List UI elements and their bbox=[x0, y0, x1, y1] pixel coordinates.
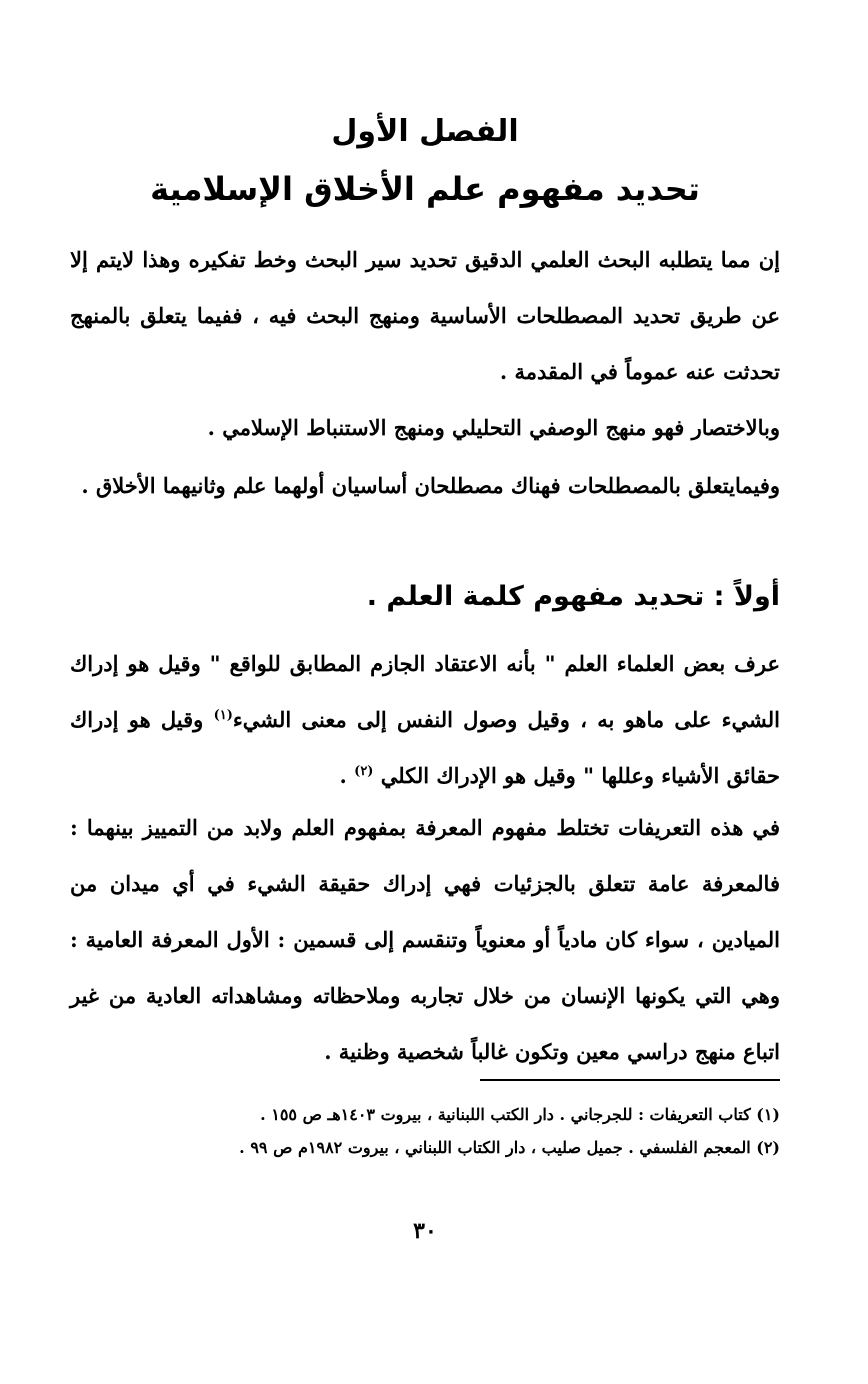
definitions-text-1: عرف بعض العلماء العلم " بأنه الاعتقاد الجازم المطابق للواقع " وقيل هو إدراك الشيء على ماهو به ، وقيل وصول النفس إلى معنى الشيء bbox=[70, 651, 780, 732]
footnotes bbox=[70, 1098, 780, 1164]
definitions-paragraph bbox=[70, 636, 780, 804]
document-page bbox=[70, 0, 780, 1384]
definitions-text-3: . bbox=[339, 763, 355, 788]
page-number: ٣٠ bbox=[413, 1218, 437, 1244]
chapter-subtitle: تحديد مفهوم علم الأخلاق الإسلامية bbox=[150, 170, 700, 208]
knowledge-paragraph: في هذه التعريفات تختلط مفهوم المعرفة بمفهوم العلم ولابد من التمييز بينهما : فالمعرفة عامة تتعلق بالجزئيات فهي إدراك حقيقة الشيء في أي ميدان من الميادين ، سواء كان مادياً أو معنوياً وتنقسم إلى قسمين : الأول المعرفة العامية : وهي التي يكونها الإنسان من خلال تجاربه وملاحظاته ومشاهداته العادية من غير اتباع منهج دراسي معين وتكون غالباً شخصية وظنية . bbox=[70, 815, 780, 1064]
footnote-ref-2: (٢) bbox=[354, 764, 374, 779]
method-paragraph: وبالاختصار فهو منهج الوصفي التحليلي ومنهج الاستنباط الإسلامي . bbox=[207, 415, 780, 440]
footnote-divider bbox=[480, 1079, 780, 1081]
terms-paragraph: وفيمايتعلق بالمصطلحات فهناك مصطلحان أساسيان أولهما علم وثانيهما الأخلاق . bbox=[81, 473, 780, 498]
intro-paragraph: إن مما يتطلبه البحث العلمي الدقيق تحديد سير البحث وخط تفكيره وهذا لايتم إلا عن طريق تحديد المصطلحات الأساسية ومنهج البحث فيه ، ففيما يتعلق بالمنهج تحدثت عنه عموماً في المقدمة . bbox=[70, 247, 780, 384]
footnote-1: (١) كتاب التعريفات : للجرجاني . دار الكتب اللبنانية ، بيروت ١٤٠٣هـ ص ١٥٥ . bbox=[260, 1105, 780, 1124]
definitions-text-2: وقيل هو إدراك حقائق الأشياء وعللها " وقيل هو الإدراك الكلي bbox=[70, 707, 780, 788]
footnote-ref-1: (١) bbox=[213, 708, 233, 723]
footnote-2: (٢) المعجم الفلسفي . جميل صليب ، دار الكتاب اللبناني ، بيروت ١٩٨٢م ص ٩٩ . bbox=[239, 1138, 780, 1157]
section-heading: أولاً : تحديد مفهوم كلمة العلم . bbox=[366, 581, 780, 612]
chapter-title: الفصل الأول bbox=[331, 114, 519, 149]
